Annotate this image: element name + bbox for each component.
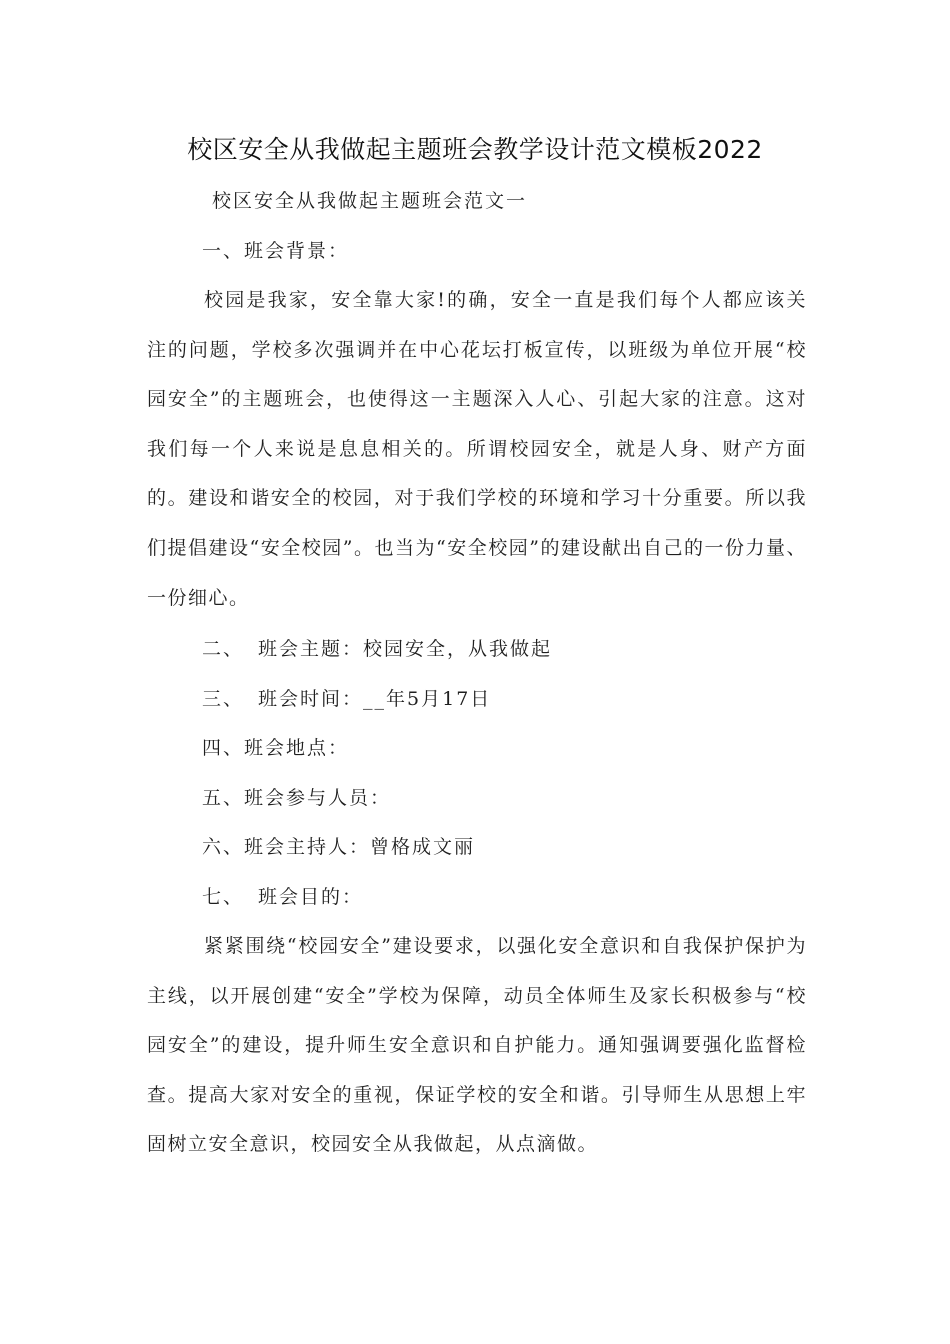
- item-location: 四、班会地点：: [202, 737, 350, 759]
- item-theme: [202, 634, 552, 664]
- document-subtitle: 校区安全从我做起主题班会范文一: [212, 190, 528, 212]
- background-paragraph: 校园是我家，安全靠大家!的确，安全一直是我们每个人都应该关注的问题，学校多次强调并在中心花坛打板宣传，以班级为单位开展“校园安全”的主题班会，也使得这一主题深入人心、引起大家的注意。这对我们每一个人来说是息息相关的。所谓校园安全，就是人身、财产方面的。建设和谐安全的校园，对于我们学校的环境和学习十分重要。所以我们提倡建设“安全校园”。也当为“安全校园”的建设献出自己的一份力量、一份细心。: [147, 289, 807, 609]
- item-purpose-label: 七、: [202, 886, 245, 908]
- item-purpose: [202, 882, 363, 912]
- item-purpose-text: 班会目的：: [258, 886, 364, 908]
- item-theme-label: 二、: [202, 638, 245, 660]
- item-time: [202, 684, 491, 714]
- item-time-text: 班会时间：__年5月17日: [258, 688, 492, 710]
- item-time-label: 三、: [202, 688, 245, 710]
- purpose-paragraph: 紧紧围绕“校园安全”建设要求，以强化安全意识和自我保护保护为主线，以开展创建“安全”学校为保障，动员全体师生及家长积极参与“校园安全”的建设，提升师生安全意识和自护能力。通知强调要强化监督检查。提高大家对安全的重视，保证学校的安全和谐。引导师生从思想上牢固树立安全意识，校园安全从我做起，从点滴做。: [147, 935, 807, 1156]
- section-heading-background: 一、班会背景：: [202, 240, 350, 262]
- item-theme-text: 班会主题：校园安全，从我做起: [258, 638, 553, 660]
- document-title: 校区安全从我做起主题班会教学设计范文模板2022: [187, 135, 763, 164]
- item-participants: 五、班会参与人员：: [202, 787, 392, 809]
- item-host: 六、班会主持人：曾格成文丽: [202, 836, 476, 858]
